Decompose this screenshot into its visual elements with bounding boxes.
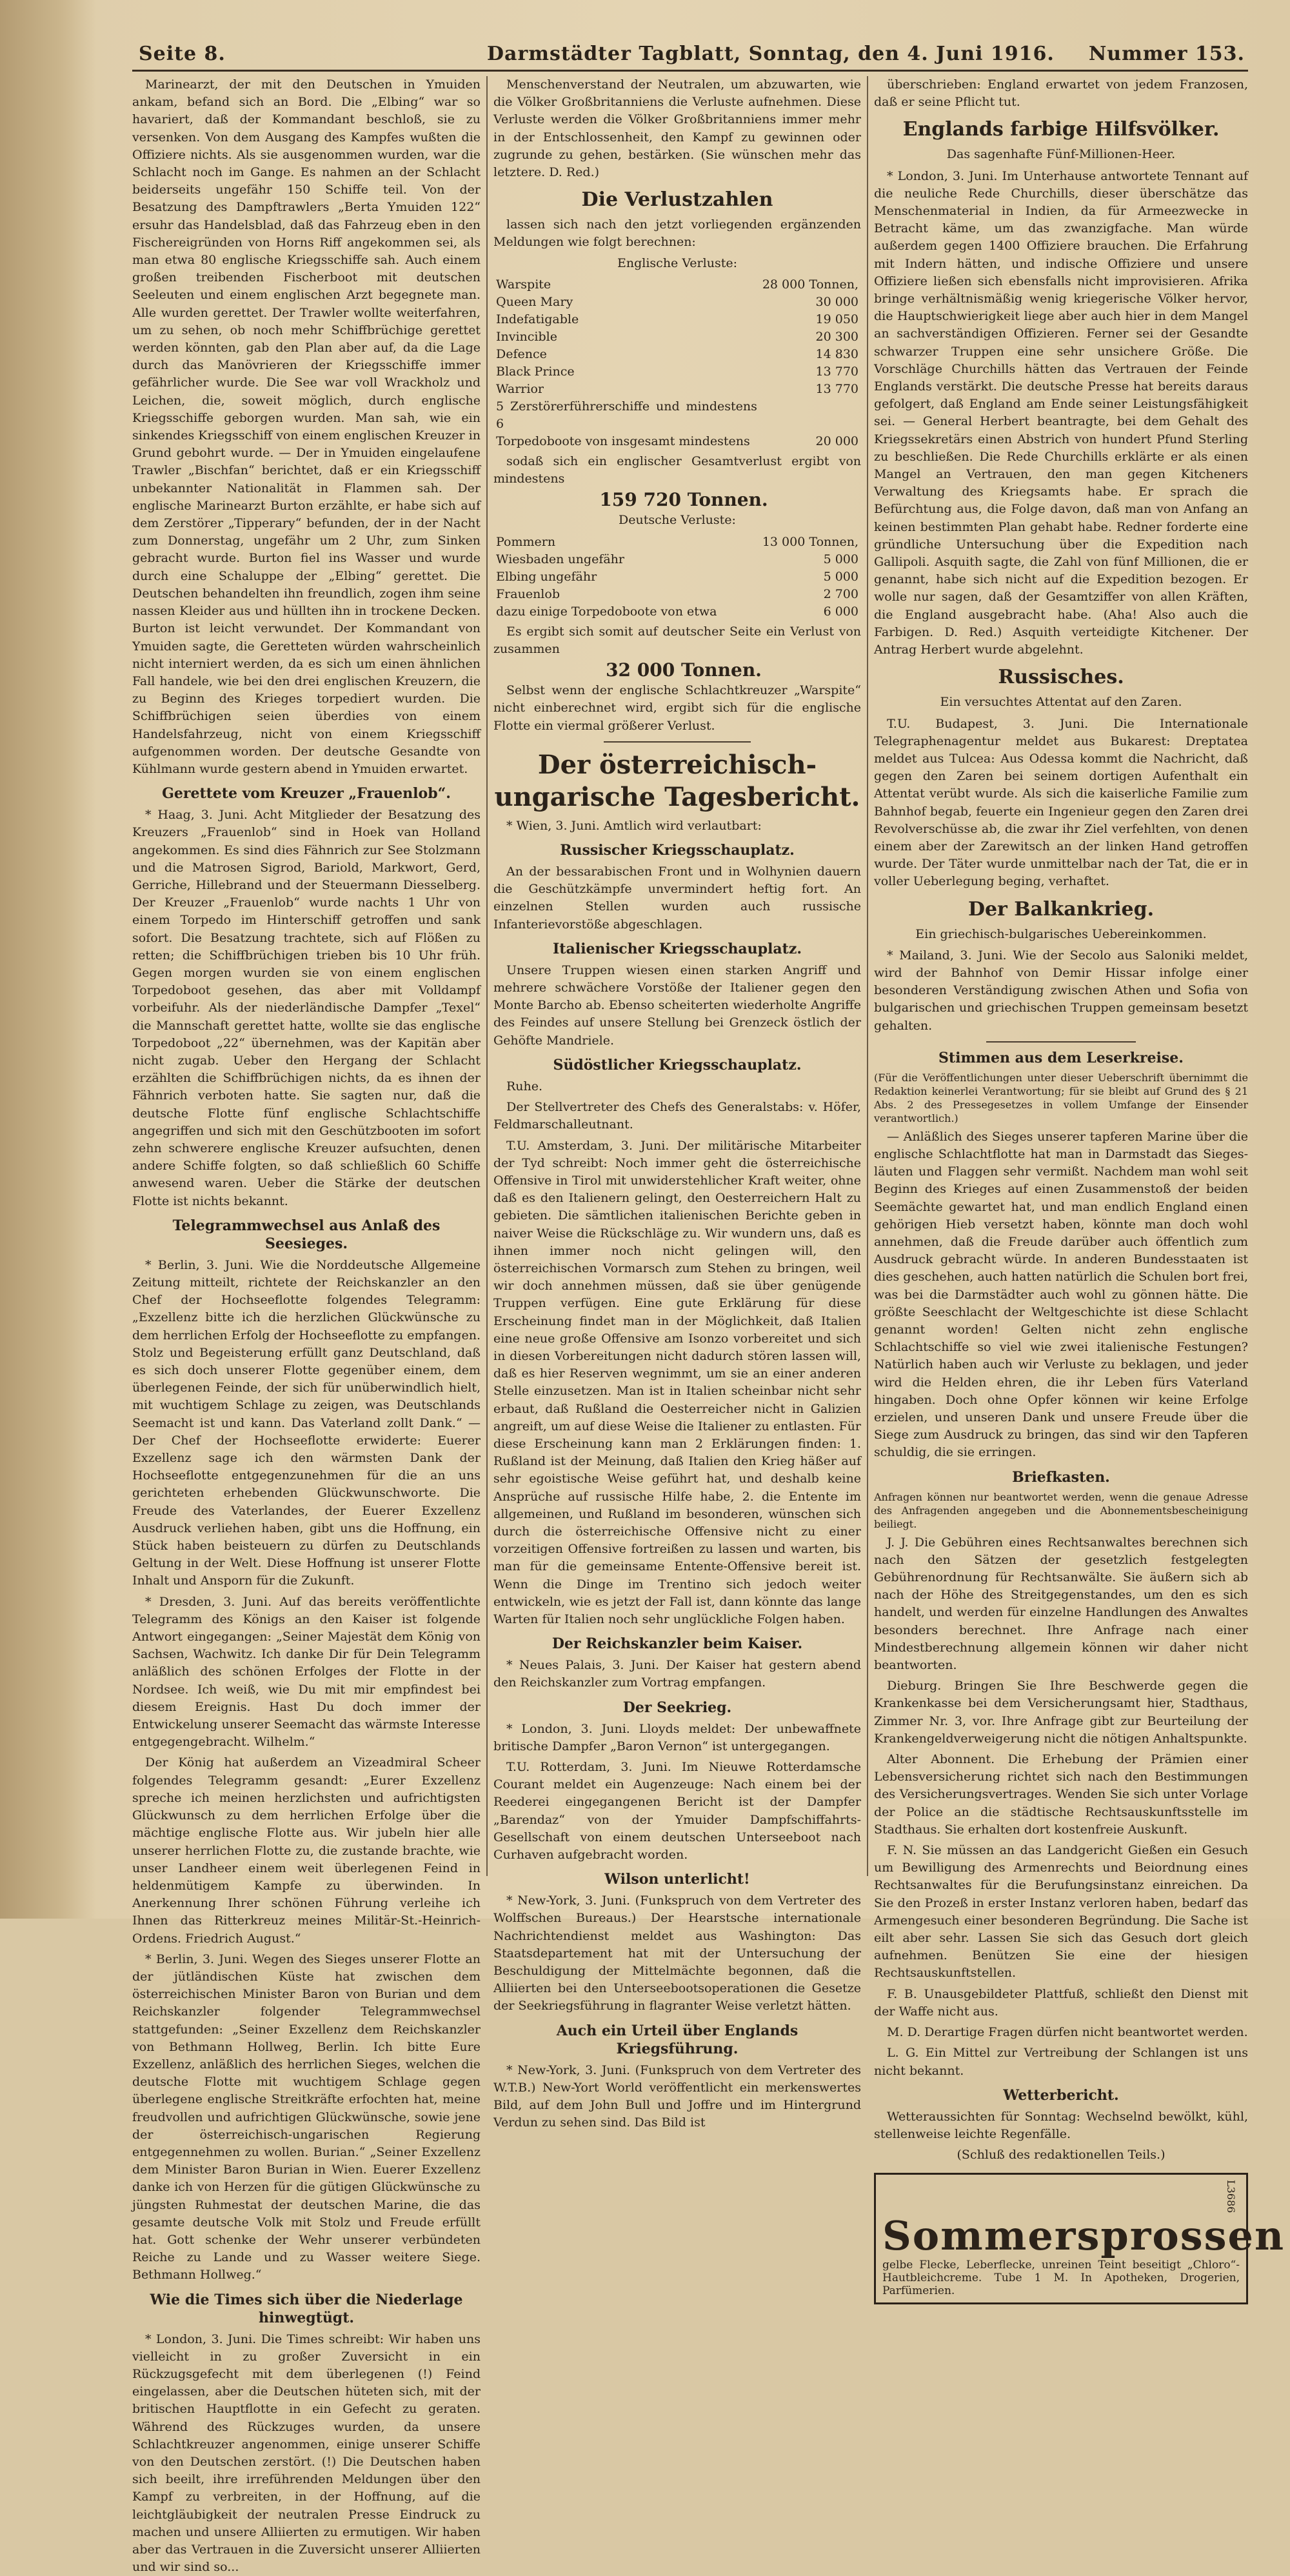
table-row xyxy=(493,586,861,603)
tonnage: 5 000 xyxy=(823,552,858,566)
ship-name: Wiesbaden ungefähr xyxy=(496,552,624,566)
english-total: 159 720 Tonnen. xyxy=(599,489,768,511)
column-divider xyxy=(486,76,488,1876)
article-text: * New-York, 3. Juni. (Funkspruch von dem Vertreter des Wolffschen Bureaus.) Der Hearstsche internationale Nachrichtendienst meldet aus Washington: Das Staatsdepartement hat mit der Untersuchung der Beschuldigung der Mittelmächte begonnen, daß die Alliierten bei den Unterseebootsoperationen die Gesetze der Seekriegsführung in flagranter Weise verletzt hätten. xyxy=(493,1893,861,2013)
ship-name: Elbing ungefähr xyxy=(496,569,597,584)
weather-text: Wetteraussichten für Sonntag: Wechselnd bewölkt, kühl, stellenweise leichte Regenfälle. xyxy=(874,2109,1248,2141)
disclaimer-note: (Für die Veröffentlichungen unter dieser Ueberschrift übernimmt die Redaktion keinerlei Verantwortung; für sie bleibt auf Grund des § 21 Abs. 2 des Pressegesetzes in vollem Umfange der Einsender verantwortlich.) xyxy=(874,1071,1248,1124)
mailbox-answer: Dieburg. Bringen Sie Ihre Beschwerde gegen die Krankenkasse bei dem Versicherungsamt hier, Stadthaus, Zimmer Nr. 3, vor. Ihre Anfrage gibt zur Beurteilung der Krankengeldverweigerung nicht die nötigen Anhaltspunkte. xyxy=(874,1679,1248,1746)
article-headline: Englands farbige Hilfsvölker. xyxy=(902,118,1220,141)
article-text: Unsere Truppen wiesen einen starken Angriff und mehrere schwächere Vorstöße der Italiener gegen den Monte Barcho ab. Ebenso scheiterten wiederholte Angriffe des Feindes auf unsere Stellung bei Grenzeck östlich der Gehöfte Mandriele. xyxy=(493,963,861,1048)
article-heading: Italienischer Kriegsschauplatz. xyxy=(553,940,802,957)
article-text: An der bessarabischen Front und in Wolhynien dauern die Geschützkämpfe unvermindert heftig fort. An einzelnen Stellen wurden auch russische Infanterievorstöße abgeschlagen. xyxy=(493,864,861,932)
column-1 xyxy=(132,76,481,2575)
tonnage: 30 000 xyxy=(815,294,858,309)
ship-name: Pommern xyxy=(496,534,556,549)
article-heading: Telegrammwechsel aus Anlaß des Seesieges. xyxy=(172,1217,441,1252)
article-text: überschrieben: England erwartet von jedem Franzosen, daß er seine Pflicht tut. xyxy=(874,77,1248,110)
table-row xyxy=(493,276,861,294)
column-2 xyxy=(493,76,861,2130)
article-text: Ruhe. xyxy=(506,1079,543,1093)
article-subheading: Ein versuchtes Attentat auf den Zaren. xyxy=(940,695,1182,710)
newspaper-title: Darmstädter Tagblatt, Sonntag, den 4. Juni 1916. xyxy=(487,43,1055,65)
article-text: Der König hat außerdem an Vizeadmiral Scheer folgendes Telegramm gesandt: „Eurer Exzellenz spreche ich meinen herzlichsten und aufrichtigsten Glückwunsch zu dem herrlichen Erfolge über die mächtige englische Flotte aus. Wir jubeln hier alle unserer herrlichen Flotte zu, die zustande brachte, wie unser Landheer einem weit überlegenen Feind in heldenmütigem Kampfe zu überwinden. In Anerkennung Ihrer schönen Führung verleihe ich Ihnen das Ritterkreuz meines Militär-St.-Heinrich-Ordens. Friedrich August.“ xyxy=(132,1755,481,1946)
article-heading: Wilson unterlicht! xyxy=(604,1871,750,1888)
ad-title: Sommersprossen xyxy=(882,2212,1285,2259)
mailbox-answer: L. G. Ein Mittel zur Vertreibung der Schlangen ist uns nicht bekannt. xyxy=(874,2046,1248,2078)
mailbox-answer: F. B. Unausgebildeter Plattfuß, schließt den Dienst mit der Waffe nicht aus. xyxy=(874,1986,1248,2019)
article-heading: Der Seekrieg. xyxy=(622,1699,732,1716)
article-text: * Dresden, 3. Juni. Auf das bereits veröffentlichte Telegramm des Königs an den Kaiser ist folgende Antwort eingegangen: „Seiner Majestät dem König von Sachsen, Wachwitz. Ich danke Dir für Dein Telegramm anläßlich des schönen Erfolges der Flotte in der Nordsee. Ich weiß, wie Du mit mir empfindest bei diesem Ereignis. Hast Du doch immer der Entwickelung unserer Seemacht das wärmste Interesse entgegengebracht. Wilhelm.“ xyxy=(132,1594,481,1750)
ship-name: Invincible xyxy=(496,329,557,344)
article-text: * London, 3. Juni. Die Times schreibt: Wir haben uns vielleicht in zu großer Zuversicht in ein Rückzugsgefecht mit dem überlegenen (!) Feind eingelassen, aber die Deutschen hüteten sich, mit der britischen Hauptflotte in ein Gefecht zu geraten. Während des Rückzuges wurden, da unsere Schlachtkreuzer angenommen, einige unserer Schiffe von den Deutschen zerstört. (!) Die Deutschen haben sich beeilt, ihre irreführenden Meldungen über den Kampf zu verbreiten, in der Hoffnung, auf die leichtgläubigkeit der neutralen Presse Eindruck zu machen und unsere Alliierten zu ermutigen. Wir haben aber das Vertrauen in die Zuversicht unserer Alliierten und wir sind so... xyxy=(132,2331,481,2575)
article-heading: Gerettete vom Kreuzer „Frauenlob“. xyxy=(162,785,451,803)
article-text: * Neues Palais, 3. Juni. Der Kaiser hat gestern abend den Reichskanzler zum Vortrag empfangen. xyxy=(493,1658,861,1690)
ship-name: Indefatigable xyxy=(496,312,579,326)
article-text: * London, 3. Juni. Im Unterhause antwortete Tennant auf die neuliche Rede Churchills, dieser überschätze das Menschenmaterial in Indien, da für Armeezwecke in Betracht käme, um das zwanzigfache. Man würde außerdem gegen 1400 Offiziere brauchen. Die Erfahrung mit Indern hätten, und indische Offiziere und unsere Offiziere ließen sich ebensfalls nicht improvisieren. Afrika bringe verhältnismäßig wenig kriegerische Völker hervor, die Hauptschwierigkeit liege aber auch hier in dem Mangel an sachverständigen Offizieren. Ferner sei der Gesandte schwarzer Truppen eine sehr unsichere Größe. Die Vorschläge Churchills hätten das Vertrauen der Feinde Englands verstärkt. Die deutsche Presse hat bereits daraus gefolgert, daß England am Ende seiner Leistungsfähigkeit sei. — General Herbert beantragte, bei dem Gehalt des Kriegssekretärs einen Abstrich von hundert Pfund Sterling zu beschließen. Die Rede Churchills erklärte er als einen Mangel an Vertrauen, den man gegen Kitcheners Verwaltung des Kriegsamts habe. Er sprach die Befürchtung aus, die Folge davon, daß man von Anfang an keinen bestimmten Plan gehabt habe. Redner forderte eine gründliche Untersuchung über die Expedition nach Gallipoli. Asquith sagte, die Zahl von fünf Millionen, die er genannt, habe sich nicht auf die Expedition bezogen. Er wolle nur sagen, daß der Gesamtziffer von allen Kräften, die England ausgebracht habe. (Aha! Also auch die Farbigen. D. Red.) Asquith verteidigte Kitchener. Der Antrag Herbert wurde abgelehnt. xyxy=(874,168,1248,657)
article-text: * Berlin, 3. Juni. Wegen des Sieges unserer Flotte an der jütländischen Küste hat zwischen dem österreichischen Minister Baron von Burian und dem Reichskanzler folgender Telegrammwechsel stattgefunden: „Seiner Exzellenz dem Reichskanzler von Bethmann Hollweg, Berlin. Ich bitte Eure Exzellenz, anläßlich des herrlichen Sieges, welchen die deutsche Flotte mit wuchtigem Schlage gegen überlegene englische Streitkräfte erfochten hat, meine freudvollen und aufrichtigen Glückwünsche, sowie jene der österreichisch-ungarischen Regierung entgegennehmen zu wollen. Burian.“ „Seiner Exzellenz dem Minister Baron Burian in Wien. Euerer Exzellenz danke ich von Herzen für die gütigen Glückwünsche zu jüngsten Ruhmestat der deutschen Marine, die das gesamte deutsche Volk mit Stolz und Freude erfüllt hat. Gott schenke der Wehr unserer verbündeten Reiche zu Lande und zu Wasser weitere Siege. Bethmann Hollweg.“ xyxy=(132,1952,481,2282)
masthead-rule xyxy=(132,70,1248,72)
separator xyxy=(986,1041,1136,1043)
article-heading: Südöstlicher Kriegsschauplatz. xyxy=(553,1056,802,1073)
table-row xyxy=(493,381,861,398)
ship-name: 5 Zerstörerführerschiffe und mindestens 6 xyxy=(496,399,757,431)
table-row xyxy=(493,568,861,586)
mailbox-note: Anfragen können nur beantwortet werden, wenn die genaue Adresse des Anfragenden angegeben und die Abonnementsbescheinigung beiliegt. xyxy=(874,1490,1248,1530)
article-heading: Die Verlustzahlen xyxy=(581,188,773,212)
column-3 xyxy=(874,76,1285,2297)
tonnage: 19 050 xyxy=(815,312,858,326)
issue-number: Nummer 153. xyxy=(1088,43,1245,65)
tonnage: 20 300 xyxy=(815,329,858,344)
article-text: Menschenverstand der Neutralen, um abzuwarten, wie die Völker Großbritanniens die Verluste aufnehmen. Diese Verluste werden die Völker Großbritanniens immer mehr in der Entschlossenheit, den Kampf zu gewinnen oder zugrunde zu gehen, bestärken. (Sie wünschen mehr das letztere. D. Red.) xyxy=(493,77,861,180)
article-text: — Anläßlich des Sieges unserer tapferen Marine über die englische Schlachtflotte hat man in Darmstadt das Sieges-läuten und Flaggen sehr vermißt. Nachdem man wohl seit Beginn des Krieges auf einen Zusammenstoß der beiden Seemächte gewartet hat, und man endlich England einen gehörigen Hieb versetzt haben, könnte man doch wohl annehmen, daß die Freude darüber auch öffentlich zum Ausdruck gebracht würde. In anderen Bundesstaaten ist dies geschehen, auch hatten natürlich die Schulen bort frei, was bei die Darmstädter auch wohl zu gönnen hätte. Die größte Seeschlacht der Weltgeschichte ist diese Schlacht genannt worden! Gelten nicht zehn englische Schlachtschiffe so viel wie zwei italienische Festungen? Natürlich haben auch wir Verluste zu beklagen, und jeder wird die Helden ehren, die ihr Leben fürs Vaterland hingaben. Doch ohne Opfer können wir keine Erfolge erzielen, und unseren Dank und unsere Freude über die Siege zum Ausdruck zu bringen, das sind wir den Tapferen schuldig, die sie erringen. xyxy=(874,1129,1248,1460)
table-row xyxy=(493,328,861,346)
tonnage: 2 700 xyxy=(823,586,858,601)
table-row xyxy=(493,551,861,568)
english-losses-table xyxy=(493,276,861,450)
ship-name: Warrior xyxy=(496,381,544,396)
ship-name: Warspite xyxy=(496,277,551,292)
section-heading: Stimmen aus dem Leserkreise. xyxy=(938,1049,1184,1066)
ship-name: Queen Mary xyxy=(496,294,573,309)
ad-code: L3686 xyxy=(1225,2180,1237,2213)
ship-name: Defence xyxy=(496,346,547,361)
table-row xyxy=(493,311,861,328)
german-total: 32 000 Tonnen. xyxy=(606,659,762,681)
article-text: Es ergibt sich somit auf deutscher Seite ein Verlust von zusammen xyxy=(493,624,861,656)
tonnage: 13 000 Tonnen, xyxy=(762,534,858,549)
ship-name: Black Prince xyxy=(496,364,575,379)
german-losses-table xyxy=(493,534,861,621)
tonnage: 20 000 xyxy=(815,434,858,448)
section-heading: Briefkasten. xyxy=(1012,1468,1110,1486)
mailbox-answer: J. J. Die Gebühren eines Rechtsanwaltes berechnen sich nach den Sätzen der gesetzlich festgelegten Gebührenordnung für Rechtsanwälte. Sie äußern sich ab nach der Höhe des Streitgegenstandes, um den es sich handelt, und werden für einzelne Handlungen des Anwaltes besonders berechnet. Ihre Anfrage nach einer Mindestberechnung allgemein können wir daher nicht beantworten. xyxy=(874,1535,1248,1673)
ship-name: Frauenlob xyxy=(496,586,560,601)
mailbox-answer: Alter Abonnent. Die Erhebung der Prämien einer Lebensversicherung richtet sich nach den Bestimmungen des Versicherungsvertrages. Wenden Sie sich unter Vorlage der Police an die städtische Rechtsauskunftsstelle im Stadthaus. Sie erhalten dort kostenfreie Auskunft. xyxy=(874,1752,1248,1837)
article-heading: Auch ein Urteil über Englands Kriegsführung. xyxy=(556,2022,799,2057)
tonnage: 14 830 xyxy=(815,346,858,361)
masthead xyxy=(139,37,1245,70)
tonnage: 28 000 Tonnen, xyxy=(762,277,858,292)
editorial-end: (Schluß des redaktionellen Teils.) xyxy=(957,2148,1166,2162)
article-text: Der Stellvertreter des Chefs des Generalstabs: v. Höfer, Feldmarschalleutnant. xyxy=(493,1100,861,1132)
table-row xyxy=(493,294,861,311)
article-subheading: Das sagenhafte Fünf-Millionen-Heer. xyxy=(946,147,1176,162)
article-headline: Der österreichisch-ungarische Tagesbericht. xyxy=(494,749,860,812)
article-text: lassen sich nach den jetzt vorliegenden ergänzenden Meldungen wie folgt berechnen: xyxy=(493,217,861,250)
article-text: sodaß sich ein englischer Gesamtverlust ergibt von mindestens xyxy=(493,454,861,486)
article-text: T.U. Rotterdam, 3. Juni. Im Nieuwe Rotterdamsche Courant meldet ein Augenzeuge: Nach einem bei der Reederei eingegangenen Bericht ist der Dampfer „Barendaz“ von der Ymuider Dampfschiffahrts-Gesellschaft von einem deutschen Unterseeboot nach Curhaven aufgebracht worden. xyxy=(493,1760,861,1862)
tonnage: 13 770 xyxy=(815,381,858,396)
article-headline: Russisches. xyxy=(998,666,1124,689)
article-heading: Russischer Kriegsschauplatz. xyxy=(560,842,795,859)
article-text: * Mailand, 3. Juni. Wie der Secolo aus Saloniki meldet, wird der Bahnhof von Demir Hissar infolge einer besonderen Verständigung zwischen Athen und Sofia von bulgarischen und griechischen Truppen gemeinsam besetzt gehalten. xyxy=(874,948,1248,1033)
article-subheading: Ein griechisch-bulgarisches Uebereinkommen. xyxy=(915,926,1207,941)
table-row xyxy=(493,398,861,433)
advertisement xyxy=(874,2173,1285,2304)
article-heading: Wie die Times sich über die Niederlage hinwegtügt. xyxy=(150,2291,463,2326)
mailbox-answer: M. D. Derartige Fragen dürfen nicht beantwortet werden. xyxy=(887,2025,1248,2040)
article-text: * Berlin, 3. Juni. Wie die Norddeutsche Allgemeine Zeitung mitteilt, richtete der Reichskanzler an den Chef der Hochseeflotte folgendes Telegramm: „Exzellenz bitte ich die herzlichen Glückwünsche zu dem herrlichen Erfolg der Hochseeflotte zu empfangen. Stolz und Begeisterung erfüllt ganz Deutschland, daß es sich doch unserer Flotte gegenüber einem, dem überlegenen Feinde, der sich für unüberwindlich hielt, mit wuchtigem Schlage zu zeigen, was Deutschlands Seemacht ist und kann. Das Vaterland zollt Dank.“ — Der Chef der Hochseeflotte erwiderte: Euerer Exzellenz sage ich den wärmsten Dank der Hochseeflotte entgegenzunehmen für die an uns gerichteten erhebenden Glückwunschworte. Die Freude des Vaterlandes, der Euerer Exzellenz Ausdruck verliehen haben, gibt uns die Hoffnung, ein Stück haben beisteuern zu dürfen zu Deutschlands Geltung in der Welt. Diese Hoffnung ist unserer Flotte Inhalt und Ansporn für die Zukunft. xyxy=(132,1257,481,1588)
article-text: * New-York, 3. Juni. (Funkspruch von dem Vertreter des W.T.B.) New-Yort World veröffentlicht ein merkenswertes Bild, auf dem John Bull und Joffre und im Hintergrund Verdun zu sehen sind. Das Bild ist xyxy=(493,2062,861,2130)
article-text: * Wien, 3. Juni. Amtlich wird verlautbart: xyxy=(506,818,762,833)
article-text: Marinearzt, der mit den Deutschen in Ymuiden ankam, befand sich an Bord. Die „Elbing“ war so havariert, daß der Kommandant beschloß, sie zu versenken. Von dem Ausgang des Kampfes wußten die Offiziere nichts. Als sie ausgenommen wurden, war die Schlacht noch im Gange. Es nahmen an der Schlacht beiderseits ungefähr 150 Schiffe teil. Von der Besatzung des Dampftrawlers „Berta Ymuiden 122“ ersuhr das Handelsblad, daß das Fahrzeug eben in den Fischereigründen von Horns Riff angekommen sei, als man etwa 80 englische Kriegsschiffe sah. Auch einem großen treibenden Fischerboot mit deutschen Seeleuten und einem englischen Arzt begegnete man. Alle wurden gerettet. Der Trawler wollte weiterfahren, um zu sehen, ob noch mehr Schiffbrüchige gerettet werden könnten, gab den Plan aber auf, da die Lage durch das Manövrieren der Kriegsschiffe immer gefährlicher wurde. Die See war voll Wrackholz und Leichen, die, soweit möglich, durch englische Kriegsschiffe geborgen wurden. Man sah, wie ein sinkendes Kriegsschiff von einem englischen Kreuzer in Grund gebohrt wurde. — Der in Ymuiden eingelaufene Trawler „Bischfan“ berichtet, daß er ein Kriegsschiff unbekannter Nationalität in Flammen sah. Der englische Marinearzt Burton erzählte, er habe sich auf dem Zerstörer „Tipperary“ befunden, der in der Nacht zum Donnerstag, ungefähr um 2 Uhr, zum Sinken gebracht wurde. Burton fiel ins Wasser und wurde durch eine Schaluppe der „Elbing“ gerettet. Die Deutschen behandelten ihn freundlich, zogen ihm seine nassen Kleider aus und hüllten ihn in trockene Decken. Burton ist leicht verwundet. Der Kommandant von Ymuiden sagte, die Geretteten würden wahrscheinlich nicht interniert werden, da es sich um einen ähnlichen Fall handele, wie bei den drei englischen Kreuzern, die zu Beginn des Krieges torpediert wurden. Die Schiffbrüchigen seien überdies von einem Handelsfahrzeug, nicht von einem Kriegsschiff aufgenommen worden. Der deutsche Gesandte von Kühlmann wurde gestern abend in Ymuiden erwartet. xyxy=(132,77,481,776)
article-headline: Der Balkankrieg. xyxy=(968,897,1155,921)
article-text: T.U. Budapest, 3. Juni. Die Internationale Telegraphenagentur meldet aus Bukarest: Dreptatea meldet aus Tulcea: Aus Odessa kommt die Nachricht, daß gegen den Zaren bei seinem dortigen Aufenthalt ein Attentat verübt wurde. Als sich die kaiserliche Familie zum Bahnhof begab, feuerte ein Ingenieur gegen den Zaren drei Revolverschüsse ab, die zwar ihr Ziel verfehlten, von denen einem aber der Zarewitsch an der linken Hand getroffen wurde. Der Täter wurde unmittelbar nach der Tat, die er in voller Ueberlegung beging, verhaftet. xyxy=(874,716,1248,889)
ad-text: gelbe Flecke, Leberflecke, unreinen Teint beseitigt „Chloro“-Hautbleichcreme. Tube 1 M. In Apotheken, Drogerien, Parfümerien. xyxy=(882,2258,1240,2297)
table-row xyxy=(493,603,861,621)
article-heading: Der Reichskanzler beim Kaiser. xyxy=(551,1635,803,1653)
table-row xyxy=(493,363,861,381)
tonnage: 5 000 xyxy=(823,569,858,584)
table-row xyxy=(493,346,861,363)
tonnage: 6 000 xyxy=(823,604,858,619)
page-number: Seite 8. xyxy=(139,43,226,65)
article-text: * Haag, 3. Juni. Acht Mitglieder der Besatzung des Kreuzers „Frauenlob“ sind in Hoek van Holland angekommen. Es sind dies Fähnrich zur See Stolzmann und die Matrosen Sigrod, Bariold, Markwort, Gerd, Gerriche, Hillebrand und der Steuermann Diesselberg. Der Kreuzer „Frauenlob“ wurde nachts 1 Uhr von einem Torpedo im Hinterschiff getroffen und sank sofort. Die Besatzung trachtete, sich auf Flößen zu retten; die Schiffbrüchigen trieben bis 10 Uhr früh. Gegen morgen wurden sie von einem englischen Torpedoboot gesehen, das aber mit Volldampf vorbeifuhr. Als der niederländische Dampfer „Texel“ die Mannschaft gerettet hatte, wollte sie das englische Torpedoboot „22“ übernehmen, was der Kapitän aber nicht zugab. Ueber den Hergang der Schlacht erzählten die Schiffbrüchigen nichts, da es ihnen der Fähnrich verboten hatte. Sie sagten nur, daß die deutsche Flotte fünf englische Schlachtschiffe angegriffen und sich mit den Geschützbooten im sofort zehn schwerere englische Kreuzer aufsuchten, denen andere Schiffe folgten, so daß schließlich 60 Schiffe anwesend waren. Ueber die Stärke der deutschen Flotte ist nichts bekannt. xyxy=(132,808,481,1208)
tonnage xyxy=(760,398,861,433)
table-row xyxy=(493,433,861,450)
article-text: * London, 3. Juni. Lloyds meldet: Der unbewaffnete britische Dampfer „Baron Vernon“ ist untergegangen. xyxy=(493,1721,861,1753)
article-text: Selbst wenn der englische Schlachtkreuzer „Warspite“ nicht einberechnet wird, ergibt sich für die englische Flotte ein viermal größerer Verlust. xyxy=(493,683,861,733)
column-divider xyxy=(867,76,868,1876)
ship-name: Torpedoboote von insgesamt mindestens xyxy=(496,434,750,448)
table-title: Deutsche Verluste: xyxy=(619,513,736,528)
section-heading: Wetterbericht. xyxy=(1003,2086,1119,2104)
table-title: Englische Verluste: xyxy=(617,255,737,270)
mailbox-answer: F. N. Sie müssen an das Landgericht Gießen ein Gesuch um Bewilligung des Armenrechts und Beiordnung eines Rechtsanwaltes für die Berufungsinstanz einreichen. Da Sie den Prozeß in erster Instanz verloren haben, bedarf das Armengesuch einer besonderen Begründung. Die Sache ist eilt aber sehr. Lassen Sie sich das Gesuch dort gleich aufnehmen. Benützen Sie eine der hiesigen Rechtsauskunftstellen. xyxy=(874,1843,1248,1981)
separator xyxy=(604,741,751,743)
tonnage: 13 770 xyxy=(815,364,858,379)
table-row xyxy=(493,534,861,551)
page-gutter xyxy=(0,0,97,1919)
ship-name: dazu einige Torpedoboote von etwa xyxy=(496,604,717,619)
article-text: T.U. Amsterdam, 3. Juni. Der militärische Mitarbeiter der Tyd schreibt: Noch immer geht die österreichische Offensive in Tirol mit unwiderstehlicher Kraft weiter, ohne daß es den Italienern gelingt, den Oesterreichern Halt zu gebieten. Die sämtlichen italienischen Berichte geben in naiver Weise die Rückschläge zu. Wir wundern uns, daß es ihnen immer noch nicht gelingen will, den österreichischen Vormarsch zum Stehen zu bringen, weil wir doch annehmen müssen, daß sie über genügende Truppen verfügen. Eine gute Erklärung für diese Erscheinung findet man in der Möglichkeit, daß Italien eine neue große Offensive am Isonzo vorbereitet und sich in diesen Vorbereitungen nicht dadurch stören lassen will, daß es hier Reserven wegnimmt, um sie an einer anderen Stelle einzusetzen. Man ist in Italien scheinbar nicht sehr erbaut, daß Rußland die Oesterreicher nicht in Galizien angreift, um auf diese Weise die Italiener zu entlasten. Für diese Erscheinung kann man 2 Erklärungen finden: 1. Rußland ist der Meinung, daß Italien den Krieg häßer auf sehr egoistische Weise geführt hat, und deshalb keine Ansprüche auf russische Hilfe habe, 2. die Entente im allgemeinen, und Rußland im besonderen, wünschen sich durch die österreichische Offensive nicht zu einer vorzeitigen Offensive fortreißen zu lassen und warten, bis man für die gemeinsame Entente-Offensive bereit ist. Wenn die Dinge im Trentino sich jedoch weiter entwickeln, wie es jetzt der Fall ist, dann könnte das lange Warten für Italien noch sehr unglückliche Folgen haben. xyxy=(493,1138,861,1626)
